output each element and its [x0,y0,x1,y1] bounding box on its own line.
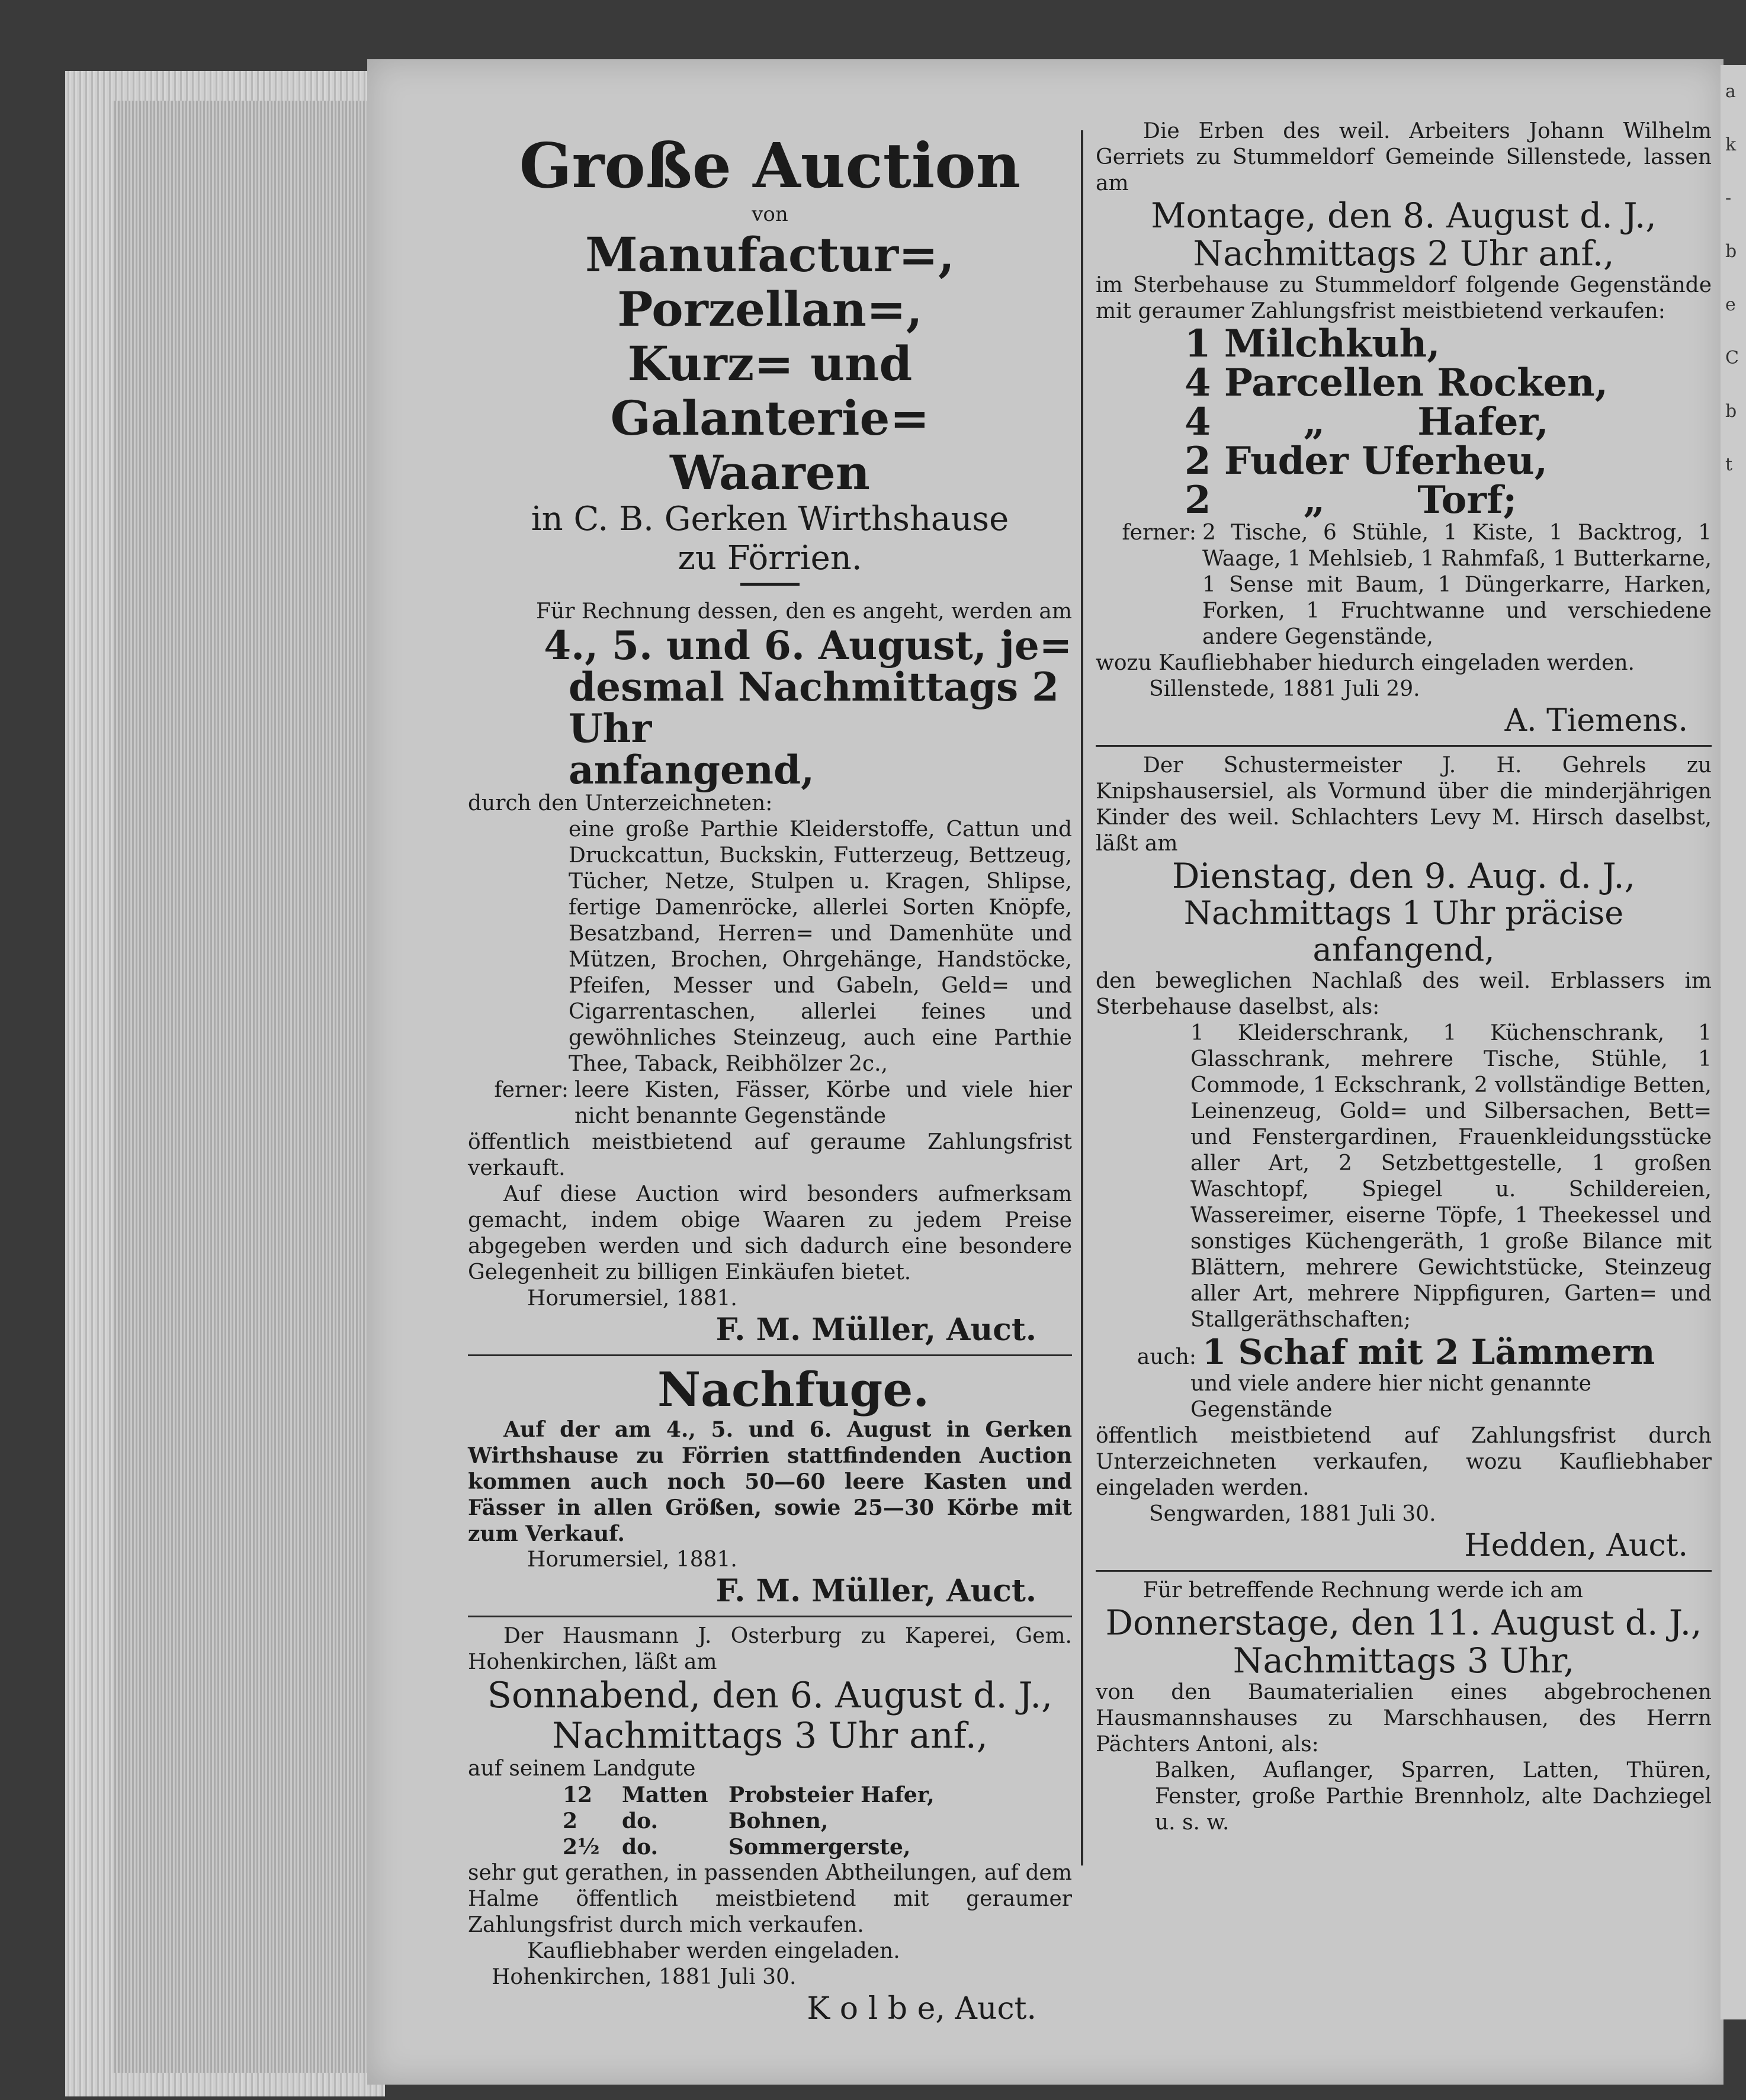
erben-signature: A. Tiemens. [1504,703,1688,738]
erben-invite: wozu Kaufliebhaber hiedurch eingeladen werden. [1096,651,1635,675]
osterburg-date-1: Sonnabend, den 6. August d. J., [487,1675,1053,1716]
erben-items [1096,322,1712,522]
auction-by: durch den Unterzeichneten: [468,791,773,815]
erben-item: 2 „ Torf; [1185,478,1517,522]
section-rule [1096,745,1712,747]
erben-date-2: Nachmittags 2 Uhr anf., [1193,233,1615,274]
item-goods: Probsteier Hafer, [728,1783,935,1807]
gehrels-placedate: Sengwarden, 1881 Juli 30. [1149,1502,1436,1526]
gehrels-text: den beweglichen Nachlaß des weil. Erblassers im Sterbehause daselbst, als: [1096,969,1712,1019]
item-goods: Bohnen, [728,1809,829,1834]
osterburg-signature: K o l b e, Auct. [807,1991,1036,2027]
auction-subtitle-2: Kurz= und Galanterie= [610,336,930,446]
newspaper-page [367,59,1723,2085]
gehrels-date-2: Nachmittags 1 Uhr präcise anfangend, [1183,894,1624,968]
erben-item: 4 Parcellen Rocken, [1185,361,1608,405]
osterburg-item [468,1834,1072,1860]
auch-label: auch: [1137,1345,1196,1369]
fragment: a [1725,81,1736,102]
auction-dates-1: 4., 5. und 6. August, je= [544,622,1072,669]
gehrels-sale: öffentlich meistbietend auf Zahlungsfrist durch Unterzeichneten verkaufen, wozu Kaufliebhaber eingeladen werden. [1096,1424,1712,1500]
erben-placedate: Sillenstede, 1881 Juli 29. [1149,677,1420,701]
next-page-edge [1721,65,1746,2019]
auction-intro: Für Rechnung dessen, den es angeht, werden am [536,599,1072,624]
auction-signature: F. M. Müller, Auct. [715,1312,1036,1348]
auction-dates-2: desmal Nachmittags 2 Uhr [569,664,1060,752]
title-rule [740,583,800,586]
auction-title: Große Auction [519,129,1021,202]
erben-item: 1 Milchkuh, [1185,322,1440,366]
donnerstag-date-2: Nachmittags 3 Uhr, [1233,1640,1575,1681]
auction-ferner [468,1077,1072,1129]
gehrels-intro: Der Schustermeister J. H. Gehrels zu Knipshausersiel, als Vormund über die minderjährigen Kinder des weil. Schlachters Levy M. Hirsch daselbst, läßt am [1096,753,1712,856]
item-unit: do. [622,1835,659,1860]
auction-von: von [752,203,788,226]
fragment: t [1725,454,1733,475]
fragment: b [1725,401,1737,422]
auction-placedate: Horumersiel, 1881. [527,1286,737,1311]
erben-intro: Die Erben des weil. Arbeiters Johann Wilhelm Gerriets zu Stummeldorf Gemeinde Sillenstede, lassen am [1096,119,1712,195]
book-page-edges-inner [113,101,385,2073]
auction-subtitle-1: Manufactur=, Porzellan=, [585,227,955,337]
auction-dates-3: anfangend, [569,747,815,793]
auction-sale: öffentlich meistbietend auf geraume Zahlungsfrist verkauft. [468,1130,1072,1180]
ferner-label: ferner: [494,1078,569,1102]
auction-goods: eine große Parthie Kleiderstoffe, Cattun und Druckcattun, Buckskin, Futterzeug, Bettzeug, Tücher, Netze, Stulpen u. Kragen, Shlipse, fertige Damenröcke, allerlei Sorten Knöpfe, Besatzband, Herren= und Damenhüte und Mützen, Brochen, Ohrgehänge, Handstöcke, Pfeifen, Messer und Gabeln, Geld= und Cigarrentaschen, allerlei feines und gewöhnliches Steinzeug, auch eine Parthie Thee, Taback, Reibhölzer 2c., [569,817,1072,1076]
auch-text: 1 Schaf mit 2 Lämmern [1202,1332,1655,1372]
osterburg-invite: Kaufliebhaber werden eingeladen. [527,1939,900,1963]
fragment: e [1725,294,1736,315]
item-quantity: 12 [563,1783,593,1807]
donnerstag-text: von den Baumaterialien eines abgebrochenen Hausmannshauses zu Marschhausen, des Herrn Pächters Antoni, als: [1096,1680,1712,1757]
fragment: C [1725,348,1739,368]
erben-ferner [1096,520,1712,650]
nachfuge-title: Nachfuge. [657,1362,930,1417]
osterburg-where: auf seinem Landgute [468,1757,696,1781]
right-column [1096,118,1712,1836]
osterburg-placedate: Hohenkirchen, 1881 Juli 30. [492,1965,797,1989]
fragment: k [1725,134,1737,155]
section-rule [468,1616,1072,1617]
auction-subtitle-3: Waaren [670,445,870,500]
donnerstag-goods: Balken, Auflanger, Sparren, Latten, Thüren, Fenster, große Parthie Brennholz, alte Dachziegel u. s. w. [1155,1758,1712,1835]
section-rule [468,1354,1072,1356]
column-divider [1081,130,1083,1865]
osterburg-item [468,1782,1072,1808]
osterburg-date-2: Nachmittags 3 Uhr anf., [552,1715,988,1757]
gehrels-auch [1096,1333,1712,1371]
nachfuge-signature: F. M. Müller, Auct. [715,1573,1036,1609]
auction-place-2: zu Förrien. [678,539,862,577]
nachfuge-placedate: Horumersiel, 1881. [527,1547,737,1572]
fragment: - [1725,188,1732,208]
item-unit: Matten [622,1783,708,1807]
erben-text: im Sterbehause zu Stummeldorf folgende Gegenstände mit geraumer Zahlungsfrist meistbietend verkaufen: [1096,273,1712,323]
nachfuge-text: Auf der am 4., 5. und 6. August in Gerken Wirthshause zu Förrien stattfindenden Auction kommen auch noch 50—60 leere Kasten und Fässer in allen Größen, sowie 25—30 Körbe mit zum Verkauf. [468,1417,1072,1546]
auction-place-1: in C. B. Gerken Wirthshause [531,500,1009,538]
gehrels-date-1: Dienstag, den 9. Aug. d. J., [1172,856,1636,896]
fragment: b [1725,241,1737,262]
osterburg-intro: Der Hausmann J. Osterburg zu Kaperei, Gem. Hohenkirchen, läßt am [468,1624,1072,1674]
auction-attention: Auf diese Auction wird besonders aufmerksam gemacht, indem obige Waaren zu jedem Preise abgegeben werden und sich dadurch eine besondere Gelegenheit zu billigen Einkäufen bietet. [468,1182,1072,1285]
osterburg-item [468,1808,1072,1834]
section-rule [1096,1570,1712,1572]
erben-item: 4 „ Hafer, [1185,400,1549,444]
gehrels-signature: Hedden, Auct. [1464,1528,1688,1563]
left-column [468,130,1072,2027]
gehrels-goods: 1 Kleiderschrank, 1 Küchenschrank, 1 Glasschrank, mehrere Tische, Stühle, 1 Commode, 1 Eckschrank, 2 vollständige Betten, Leinenzeug, Gold= und Silbersachen, Bett= und Fenstergardinen, Frauenkleidungsstücke aller Art, 2 Setzbettgestelle, 1 großen Waschtopf, Spiegel u. Schildereien, Wassereimer, eiserne Töpfe, 1 Theekessel und sonstiges Küchengeräth, 1 große Bilance mit Blättern, mehrere Gewichtstücke, Steinzeug aller Art, mehrere Nippfiguren, Garten= und Stallgeräthschaften; [1190,1021,1712,1332]
ferner-label: ferner: [1122,521,1196,545]
donnerstag-date-1: Donnerstage, den 11. August d. J., [1105,1603,1702,1643]
item-goods: Sommergerste, [728,1835,911,1860]
donnerstag-intro: Für betreffende Rechnung werde ich am [1143,1578,1583,1603]
ferner-text: leere Kisten, Fässer, Körbe und viele hier nicht benannte Gegenstände [574,1078,1072,1128]
gehrels-other: und viele andere hier nicht genannte Gegenstände [1190,1372,1591,1422]
erben-date-1: Montage, den 8. August d. J., [1151,195,1657,236]
ferner-text: 2 Tische, 6 Stühle, 1 Kiste, 1 Backtrog, 1 Waage, 1 Mehlsieb, 1 Rahmfaß, 1 Butterkarne, 1 Sense mit Baum, 1 Düngerkarre, Harken, Forken, 1 Fruchtwanne und verschiedene andere Gegenstände, [1202,521,1712,649]
item-quantity: 2½ [563,1835,600,1860]
item-quantity: 2 [563,1809,578,1834]
item-unit: do. [622,1809,659,1834]
osterburg-items [468,1782,1072,1860]
osterburg-text: sehr gut gerathen, in passenden Abtheilungen, auf dem Halme öffentlich meistbietend mit geraumer Zahlungsfrist durch mich verkaufen. [468,1861,1072,1937]
erben-item: 2 Fuder Uferheu, [1185,439,1548,483]
